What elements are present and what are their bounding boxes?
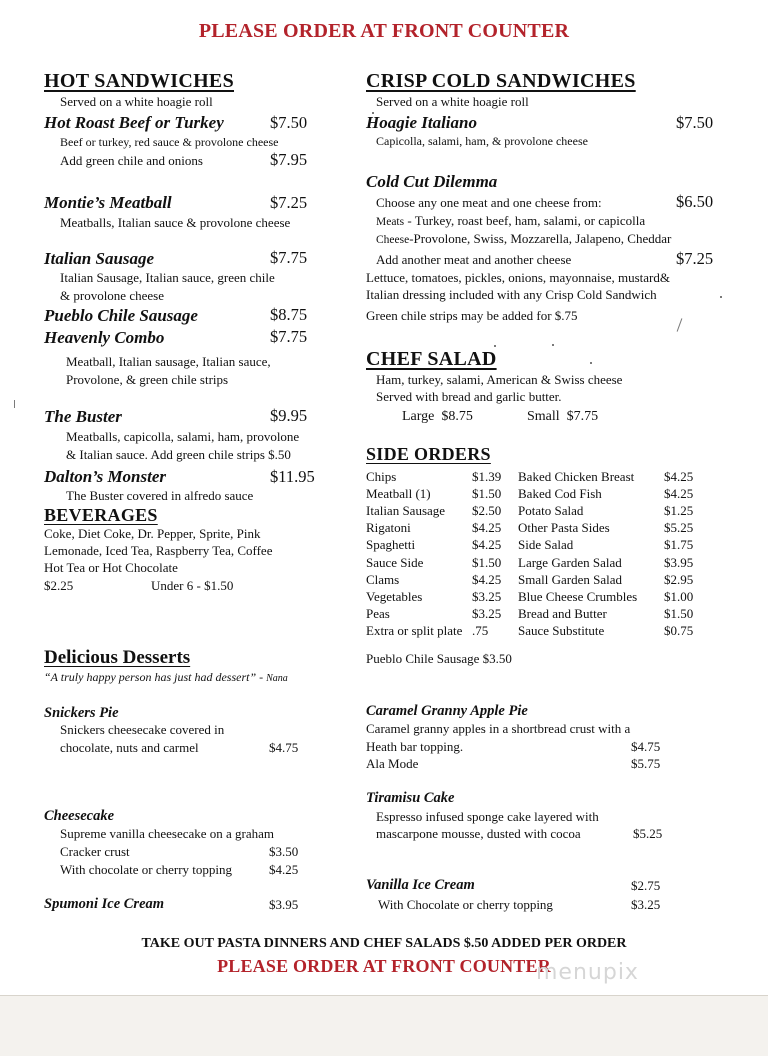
sausage-price: $7.75 xyxy=(270,248,308,267)
cold-subtitle: Served on a white hoagie roll xyxy=(376,94,529,109)
caramel-desc: Heath bar topping. xyxy=(366,739,464,754)
side-pueblo: Pueblo Chile Sausage $3.50 xyxy=(366,651,512,666)
caramel-name: Caramel Granny Apple Pie xyxy=(366,703,528,719)
side-item-price: $4.25 xyxy=(472,572,502,587)
dilemma-note: Italian dressing included with any Crisp Cold Sandwich xyxy=(366,287,657,302)
italiano-desc: Capicolla, salami, ham, & provolone cheese xyxy=(376,134,588,148)
hot-roast-addon: Add green chile and onions xyxy=(60,153,203,168)
scan-speck xyxy=(590,362,592,364)
pueblo-price: $8.75 xyxy=(270,305,308,324)
side-item-price: $4.25 xyxy=(664,486,694,501)
cold-sandwiches-heading: CRISP COLD SANDWICHES xyxy=(366,70,636,92)
side-orders-heading: SIDE ORDERS xyxy=(366,444,491,464)
combo-name: Heavenly Combo xyxy=(44,328,165,347)
side-item-price: $1.50 xyxy=(472,555,502,570)
dilemma-add: Add another meat and another cheese xyxy=(376,252,572,267)
side-item-name: Sauce Side xyxy=(366,555,424,570)
side-item-price: $4.25 xyxy=(472,537,502,552)
meatball-price: $7.25 xyxy=(270,193,308,212)
dilemma-price: $6.50 xyxy=(676,192,714,211)
caramel-desc: Caramel granny apples in a shortbread crust with a xyxy=(366,721,631,736)
cheese-list: -Provolone, Swiss, Mozzarella, Jalapeno, Cheddar xyxy=(409,231,672,246)
side-item-name: Rigatoni xyxy=(366,520,411,535)
side-item-name: Baked Chicken Breast xyxy=(518,469,635,484)
cheesecake-topping: With chocolate or cherry topping xyxy=(60,862,233,877)
chef-desc: Served with bread and garlic butter. xyxy=(376,389,562,404)
dilemma-meats xyxy=(376,213,645,229)
side-item-price: $3.25 xyxy=(472,606,502,621)
beverages-line: Hot Tea or Hot Chocolate xyxy=(44,560,178,575)
dilemma-note: Lettuce, tomatoes, pickles, onions, mayonnaise, mustard& xyxy=(366,270,670,285)
side-item-price: $0.75 xyxy=(664,623,694,638)
meatball-name: Montie’s Meatball xyxy=(44,193,172,212)
beverages-price: $2.25 xyxy=(44,578,74,593)
side-item-price: $1.25 xyxy=(664,503,694,518)
hot-roast-desc: Beef or turkey, red sauce & provolone cheese xyxy=(60,135,279,149)
side-item-name: Extra or split plate xyxy=(366,623,463,638)
side-item-price: $1.00 xyxy=(664,589,694,604)
sausage-name: Italian Sausage xyxy=(44,249,155,268)
scan-speck xyxy=(552,344,554,346)
side-item-price: $5.25 xyxy=(664,520,694,535)
side-item-price: $2.95 xyxy=(664,572,694,587)
dilemma-choose: Choose any one meat and one cheese from: xyxy=(376,195,602,210)
combo-desc: Meatball, Italian sausage, Italian sauce, xyxy=(66,354,271,369)
side-item-name: Spaghetti xyxy=(366,537,416,552)
italiano-name: Hoagie Italiano xyxy=(366,113,477,132)
snickers-name: Snickers Pie xyxy=(44,705,119,721)
alamode-price: $5.75 xyxy=(631,756,661,771)
side-item-price: $4.25 xyxy=(664,469,694,484)
tiramisu-desc: mascarpone mousse, dusted with cocoa xyxy=(376,826,581,841)
cheesecake-name: Cheesecake xyxy=(44,808,115,824)
quote-text: “A truly happy person has just had dessert” - xyxy=(44,670,267,684)
chef-salad-heading: CHEF SALAD xyxy=(366,348,497,370)
side-item-name: Other Pasta Sides xyxy=(518,520,610,535)
dalton-desc: The Buster covered in alfredo sauce xyxy=(66,488,254,503)
side-item-name: Vegetables xyxy=(366,589,423,604)
spumoni-name: Spumoni Ice Cream xyxy=(44,896,165,912)
snickers-desc: Snickers cheesecake covered in xyxy=(60,722,225,737)
cheese-label: Cheese xyxy=(376,234,410,246)
cheesecake-desc: Supreme vanilla cheesecake on a graham xyxy=(60,826,275,841)
snickers-price: $4.75 xyxy=(269,740,299,755)
side-item-price: $1.50 xyxy=(472,486,502,501)
chef-desc: Ham, turkey, salami, American & Swiss cheese xyxy=(376,372,623,387)
hot-roast-price: $7.50 xyxy=(270,113,308,132)
cheesecake-topping-price: $4.25 xyxy=(269,862,299,877)
side-item-price: $1.75 xyxy=(664,537,694,552)
buster-desc: Meatballs, capicolla, salami, ham, provolone xyxy=(66,429,300,444)
side-item-name: Large Garden Salad xyxy=(518,555,622,570)
beverages-line: Coke, Diet Coke, Dr. Pepper, Sprite, Pink xyxy=(44,526,261,541)
combo-price: $7.75 xyxy=(270,327,308,346)
scan-speck xyxy=(720,296,722,298)
sausage-desc: Italian Sausage, Italian sauce, green chile xyxy=(60,270,275,285)
side-item-name: Peas xyxy=(366,606,390,621)
buster-desc: & Italian sauce. Add green chile strips $.50 xyxy=(66,447,291,462)
combo-desc: Provolone, & green chile strips xyxy=(66,372,229,387)
side-item-name: Bread and Butter xyxy=(518,606,607,621)
side-item-price: $3.25 xyxy=(472,589,502,604)
beverages-line: Lemonade, Iced Tea, Raspberry Tea, Coffee xyxy=(44,543,273,558)
side-item-name: Potato Salad xyxy=(518,503,584,518)
side-item-name: Baked Cod Fish xyxy=(518,486,602,501)
desserts-quote xyxy=(44,670,288,685)
dilemma-add-price: $7.25 xyxy=(676,249,714,268)
tiramisu-desc: Espresso infused sponge cake layered with xyxy=(376,809,599,824)
pueblo-name: Pueblo Chile Sausage xyxy=(44,306,198,325)
hot-subtitle: Served on a white hoagie roll xyxy=(60,94,213,109)
header-title: PLEASE ORDER AT FRONT COUNTER xyxy=(198,20,570,42)
page-margin xyxy=(0,996,768,1056)
buster-price: $9.95 xyxy=(270,406,308,425)
vanilla-price: $2.75 xyxy=(631,878,661,893)
dalton-name: Dalton’s Monster xyxy=(44,467,167,486)
side-item-price: $1.50 xyxy=(664,606,694,621)
beverages-heading: BEVERAGES xyxy=(44,505,158,525)
side-item-price: $3.95 xyxy=(664,555,694,570)
side-item-price: .75 xyxy=(472,623,489,638)
tiramisu-price: $5.25 xyxy=(633,826,663,841)
hot-sandwiches-heading: HOT SANDWICHES xyxy=(44,70,234,92)
side-item-name: Chips xyxy=(366,469,397,484)
side-item-price: $1.39 xyxy=(472,469,502,484)
side-item-name: Italian Sausage xyxy=(366,503,446,518)
scan-speck xyxy=(494,345,496,347)
snickers-desc: chocolate, nuts and carmel xyxy=(60,740,199,755)
beverages-under6: Under 6 - $1.50 xyxy=(151,578,234,593)
cheesecake-price: $3.50 xyxy=(269,844,299,859)
side-item-name: Meatball (1) xyxy=(366,486,431,501)
alamode-label: Ala Mode xyxy=(366,756,419,771)
takeout-note: TAKE OUT PASTA DINNERS AND CHEF SALADS $.50 ADDED PER ORDER xyxy=(141,936,627,951)
side-item-price: $2.50 xyxy=(472,503,502,518)
spumoni-price: $3.95 xyxy=(269,897,299,912)
buster-name: The Buster xyxy=(44,407,122,426)
side-item-name: Clams xyxy=(366,572,400,587)
scan-mark xyxy=(14,400,15,408)
cheesecake-desc: Cracker crust xyxy=(60,844,130,859)
watermark: menupix xyxy=(536,960,639,985)
dalton-price: $11.95 xyxy=(270,467,315,486)
vanilla-name: Vanilla Ice Cream xyxy=(366,877,475,893)
side-item-name: Small Garden Salad xyxy=(518,572,622,587)
chef-large: Large $8.75 xyxy=(402,409,473,424)
hot-roast-addon-price: $7.95 xyxy=(270,150,308,169)
desserts-heading: Delicious Desserts xyxy=(44,647,191,668)
quote-author: Nana xyxy=(266,673,288,684)
vanilla-desc: With Chocolate or cherry topping xyxy=(378,897,553,912)
footer-order: PLEASE ORDER AT FRONT COUNTER xyxy=(217,956,551,976)
vanilla-price-topping: $3.25 xyxy=(631,897,661,912)
dilemma-note: Green chile strips may be added for $.75 xyxy=(366,308,578,323)
dilemma-name: Cold Cut Dilemma xyxy=(366,172,498,191)
tiramisu-name: Tiramisu Cake xyxy=(366,790,455,806)
side-item-price: $4.25 xyxy=(472,520,502,535)
meats-list: - Turkey, roast beef, ham, salami, or capicolla xyxy=(404,213,646,228)
side-item-name: Blue Cheese Crumbles xyxy=(518,589,638,604)
meats-label: Meats xyxy=(376,216,405,228)
meatball-desc: Meatballs, Italian sauce & provolone cheese xyxy=(60,215,291,230)
side-item-name: Sauce Substitute xyxy=(518,623,605,638)
italiano-price: $7.50 xyxy=(676,113,714,132)
hot-roast-name: Hot Roast Beef or Turkey xyxy=(44,113,224,132)
side-item-name: Side Salad xyxy=(518,537,574,552)
chef-small: Small $7.75 xyxy=(527,409,599,424)
sausage-desc: & provolone cheese xyxy=(60,288,164,303)
dilemma-cheese xyxy=(376,231,671,247)
caramel-price: $4.75 xyxy=(631,739,661,754)
